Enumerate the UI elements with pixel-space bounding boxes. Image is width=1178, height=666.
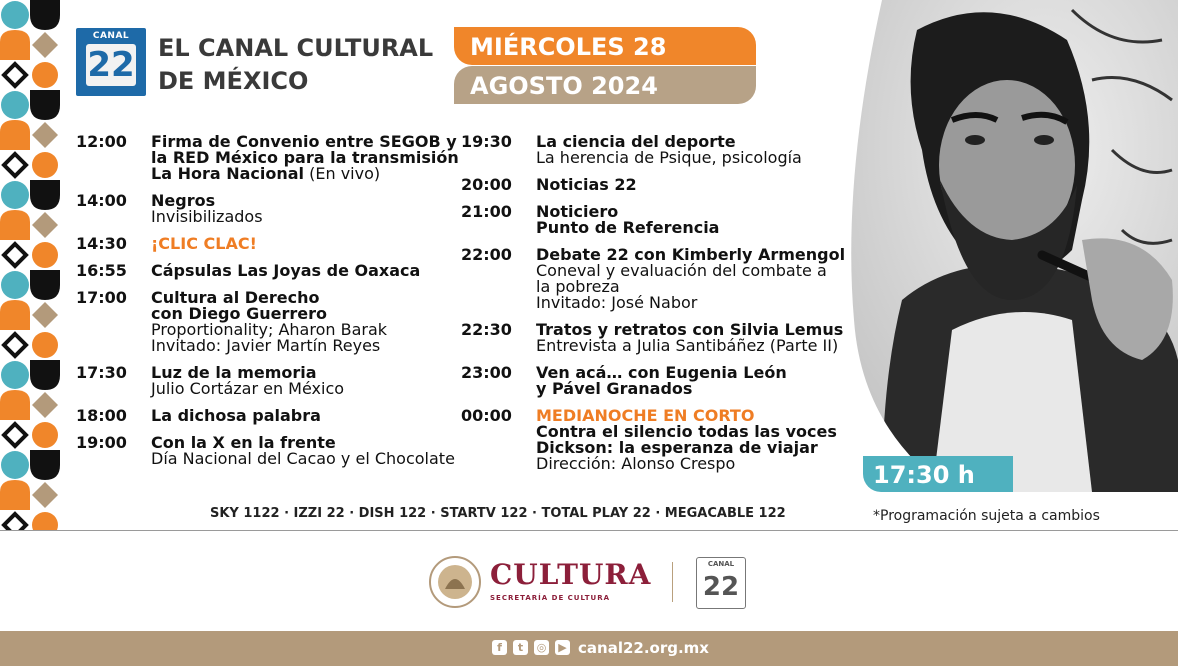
logo-label: CANAL: [92, 31, 130, 41]
schedule-details: [151, 290, 456, 354]
pattern-tile: [30, 180, 60, 210]
schedule-item: [76, 408, 456, 424]
pattern-tile: [32, 392, 58, 418]
schedule-item: [461, 204, 841, 236]
schedule-item: [76, 236, 456, 252]
date-day-banner: MIÉRCOLES 28: [454, 27, 756, 65]
pattern-tile: [4, 154, 26, 176]
schedule-line: [536, 381, 841, 397]
pattern-tile: [0, 480, 30, 510]
schedule-details: [536, 204, 841, 236]
program-title: La dichosa palabra: [151, 406, 321, 425]
schedule-item: [76, 193, 456, 225]
canal22-logo: [76, 28, 146, 96]
program-subtitle: La herencia de Psique, psicología: [536, 148, 802, 167]
coat-of-arms-icon: [428, 555, 482, 609]
pattern-tile: [4, 64, 26, 86]
program-title: Firma de Convenio entre SEGOB y: [151, 132, 457, 151]
cultura-wordmark: CULTURA: [490, 558, 652, 591]
pattern-tile: [32, 122, 58, 148]
schedule-time: 14:00: [76, 191, 127, 210]
headline-line2: DE MÉXICO: [158, 67, 309, 95]
program-subtitle: Julio Cortázar en México: [151, 379, 345, 398]
program-subtitle: la pobreza: [536, 277, 620, 296]
pattern-tile: [32, 422, 58, 448]
pattern-tile: [30, 0, 60, 30]
headline: [158, 32, 433, 98]
pattern-tile: [1, 91, 29, 119]
schedule-details: [536, 245, 846, 312]
schedule-line: [151, 408, 456, 424]
schedule-time: 19:00: [76, 433, 127, 452]
pattern-tile: [0, 300, 30, 330]
program-title: Noticiero: [536, 202, 619, 221]
pattern-tile: [32, 212, 58, 238]
schedule-details: [151, 365, 456, 397]
schedule-details: [536, 134, 841, 166]
program-title: Tratos y retratos con Silvia Lemus: [536, 320, 844, 339]
schedule-item: [76, 263, 456, 279]
program-title: Noticias 22: [536, 175, 637, 194]
pattern-tile: [32, 32, 58, 58]
footer-logo-number: 22: [702, 572, 740, 602]
portrait-photo: [842, 0, 1178, 492]
schedule-left-column: [76, 132, 459, 478]
program-subtitle: (En vivo): [304, 164, 381, 183]
pattern-tile: [30, 360, 60, 390]
schedule-time: 19:30: [461, 132, 512, 151]
canal22-footer-logo: [696, 557, 746, 609]
pattern-tile: [32, 482, 58, 508]
pattern-tile: [4, 334, 26, 356]
pattern-tile: [1, 451, 29, 479]
program-subtitle: Invitado: Javier Martín Reyes: [151, 336, 381, 355]
pattern-tile: [32, 242, 58, 268]
schedule-line: [536, 220, 841, 236]
program-title: La Hora Nacional: [151, 164, 305, 183]
schedule-item: [461, 365, 841, 397]
footer-logo-label: CANAL: [707, 560, 735, 568]
schedule-details: [536, 177, 841, 193]
program-title: la RED México para la transmisión: [151, 148, 459, 167]
program-title: La ciencia del deporte: [536, 132, 736, 151]
schedule-line: [536, 295, 841, 311]
schedule-line: [151, 236, 456, 252]
footer-separator: [672, 562, 673, 602]
schedule-details: [536, 408, 841, 472]
program-subtitle: Proportionality; Aharon Barak: [151, 320, 388, 339]
pattern-tile: [0, 390, 30, 420]
pattern-tile: [1, 181, 29, 209]
schedule-line: [151, 263, 456, 279]
program-title: Punto de Referencia: [536, 218, 720, 237]
pattern-tile: [1, 1, 29, 29]
program-title: Ven acá… con Eugenia León: [536, 363, 787, 382]
schedule-line: [536, 177, 841, 193]
schedule-item: [76, 290, 456, 354]
program-title: Cápsulas Las Joyas de Oaxaca: [151, 261, 421, 280]
schedule-line: [151, 451, 456, 467]
program-title: con Diego Guerrero: [151, 304, 327, 323]
schedule-time: 12:00: [76, 132, 127, 151]
schedule-time: 18:00: [76, 406, 127, 425]
program-title: Contra el silencio todas las voces: [536, 422, 837, 441]
instagram-icon[interactable]: ◎: [534, 640, 549, 655]
schedule-details: [151, 408, 456, 424]
program-title: Debate 22 con Kimberly Armengol: [536, 245, 846, 264]
divider: [0, 530, 1178, 531]
pattern-tile: [30, 270, 60, 300]
program-title: Cultura al Derecho: [151, 288, 320, 307]
schedule-time: 16:55: [76, 261, 127, 280]
schedule-item: [76, 435, 456, 467]
pattern-tile: [32, 302, 58, 328]
schedule-details: [151, 236, 456, 252]
logo-number: 22: [87, 45, 135, 85]
schedule-item: [76, 132, 459, 183]
pattern-tile: [4, 424, 26, 446]
schedule-line: [536, 338, 841, 354]
schedule-details: [151, 435, 456, 467]
program-subtitle: Dirección: Alonso Crespo: [536, 454, 736, 473]
schedule-details: [536, 365, 841, 397]
program-subtitle: Entrevista a Julia Santibáñez (Parte II): [536, 336, 839, 355]
program-title: MEDIANOCHE EN CORTO: [536, 406, 755, 425]
pattern-tile: [32, 62, 58, 88]
program-title: y Pável Granados: [536, 379, 693, 398]
pattern-tile: [0, 120, 30, 150]
schedule-time: 14:30: [76, 234, 127, 253]
program-subtitle: Invitado: José Nabor: [536, 293, 698, 312]
pattern-tile: [4, 244, 26, 266]
schedule-item: [461, 408, 841, 472]
schedule-line: [151, 338, 456, 354]
schedule-time: 17:00: [76, 288, 127, 307]
pattern-tile: [32, 332, 58, 358]
youtube-icon[interactable]: ▶: [555, 640, 570, 655]
headline-line1: EL CANAL CULTURAL: [158, 34, 434, 62]
pattern-tile: [32, 512, 58, 530]
schedule-item: [461, 320, 844, 355]
schedule-time: 22:30: [461, 320, 512, 339]
schedule-item: [461, 134, 841, 166]
facebook-icon[interactable]: f: [492, 640, 507, 655]
pattern-tile: [30, 90, 60, 120]
program-title: ¡CLIC CLAC!: [151, 234, 257, 253]
schedule-line: [536, 150, 841, 166]
decorative-pattern: [0, 0, 60, 530]
schedule-line: [151, 166, 456, 182]
program-title: Con la X en la frente: [151, 433, 336, 452]
pattern-tile: [32, 152, 58, 178]
schedule-time: 17:30: [76, 363, 127, 382]
featured-time-badge: 17:30 h: [863, 456, 1013, 492]
schedule-item: [461, 245, 846, 312]
twitter-icon[interactable]: t: [513, 640, 528, 655]
schedule-right-column: [461, 132, 846, 483]
pattern-tile: [1, 271, 29, 299]
schedule-details: [151, 132, 459, 183]
website-link[interactable]: canal22.org.mx: [578, 639, 709, 657]
schedule-time: 21:00: [461, 202, 512, 221]
schedule-item: [76, 365, 456, 397]
schedule-time: 22:00: [461, 245, 512, 264]
social-icons: [492, 640, 570, 656]
program-subtitle: Coneval y evaluación del combate a: [536, 261, 827, 280]
schedule-line: [151, 381, 456, 397]
schedule-line: [151, 209, 456, 225]
pattern-tile: [1, 361, 29, 389]
schedule-line: [536, 456, 841, 472]
program-title: Luz de la memoria: [151, 363, 317, 382]
pattern-tile: [30, 450, 60, 480]
program-subtitle: Invisibilizados: [151, 207, 263, 226]
channel-list: SKY 1122 · IZZI 22 · DISH 122 · STARTV 122 · TOTAL PLAY 22 · MEGACABLE 122: [210, 506, 786, 521]
schedule-note: *Programación sujeta a cambios: [873, 508, 1100, 524]
pattern-tile: [0, 30, 30, 60]
schedule-time: 00:00: [461, 406, 512, 425]
date-month-banner: AGOSTO 2024: [454, 66, 756, 104]
pattern-tile: [4, 514, 26, 530]
schedule-details: [151, 263, 456, 279]
secretaria-label: SECRETARÍA DE CULTURA: [490, 594, 611, 602]
schedule-item: [461, 177, 841, 193]
program-title: Negros: [151, 191, 216, 210]
program-subtitle: Día Nacional del Cacao y el Chocolate: [151, 449, 455, 468]
pattern-tile: [0, 210, 30, 240]
schedule-details: [536, 320, 844, 355]
schedule-time: 23:00: [461, 363, 512, 382]
program-title: Dickson: la esperanza de viajar: [536, 438, 818, 457]
schedule-details: [151, 193, 456, 225]
schedule-time: 20:00: [461, 175, 512, 194]
